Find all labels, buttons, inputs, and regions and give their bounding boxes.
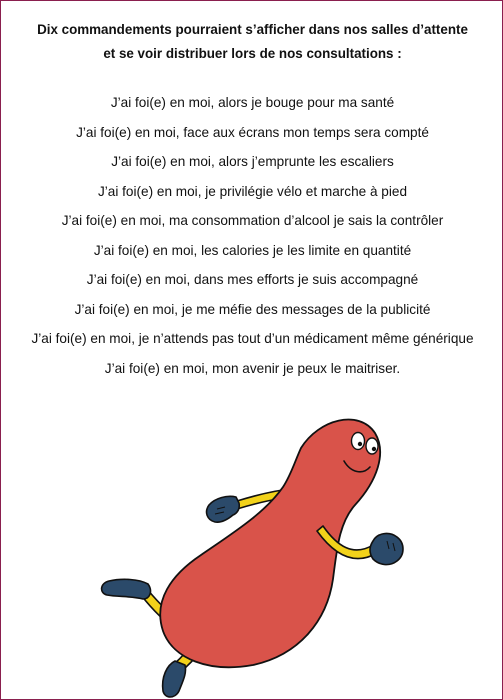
intro-heading (1, 18, 503, 66)
mascot-back-foot (102, 579, 151, 599)
mascot-eye-right (366, 438, 378, 454)
commandment-item: J’ai foi(e) en moi, je me méfie des messages de la publicité (74, 301, 431, 317)
mascot-eye-left (352, 433, 365, 450)
commandment-item: J’ai foi(e) en moi, face aux écrans mon temps sera compté (76, 124, 429, 140)
commandment-item: J’ai foi(e) en moi, ma consommation d’alcool je sais la contrôler (61, 213, 444, 228)
commandment-item: J’ai foi(e) en moi, je n’attends pas tout d’un médicament même générique (31, 331, 474, 346)
commandment-item: J’ai foi(e) en moi, alors j’emprunte les escaliers (111, 154, 394, 169)
commandment-item: J’ai foi(e) en moi, mon avenir je peux le maitriser. (104, 360, 401, 376)
intro-line-2: et se voir distribuer lors de nos consultations : (103, 46, 402, 61)
intro-line-1: Dix commandements pourraient s’afficher dans nos salles d’attente (37, 22, 468, 37)
mascot-back-hand (207, 496, 240, 522)
commandment-item: J’ai foi(e) en moi, alors je bouge pour ma santé (110, 95, 395, 110)
mascot-front-foot (163, 661, 186, 697)
running-liver-mascot (61, 406, 441, 700)
commandments-list (1, 92, 503, 387)
mascot-body (160, 420, 380, 668)
commandment-item: J’ai foi(e) en moi, je privilégie vélo et marche à pied (97, 183, 408, 199)
commandment-item: J’ai foi(e) en moi, les calories je les limite en quantité (93, 242, 412, 258)
mascot-front-hand (370, 534, 403, 565)
commandment-item: J’ai foi(e) en moi, dans mes efforts je suis accompagné (86, 272, 419, 287)
